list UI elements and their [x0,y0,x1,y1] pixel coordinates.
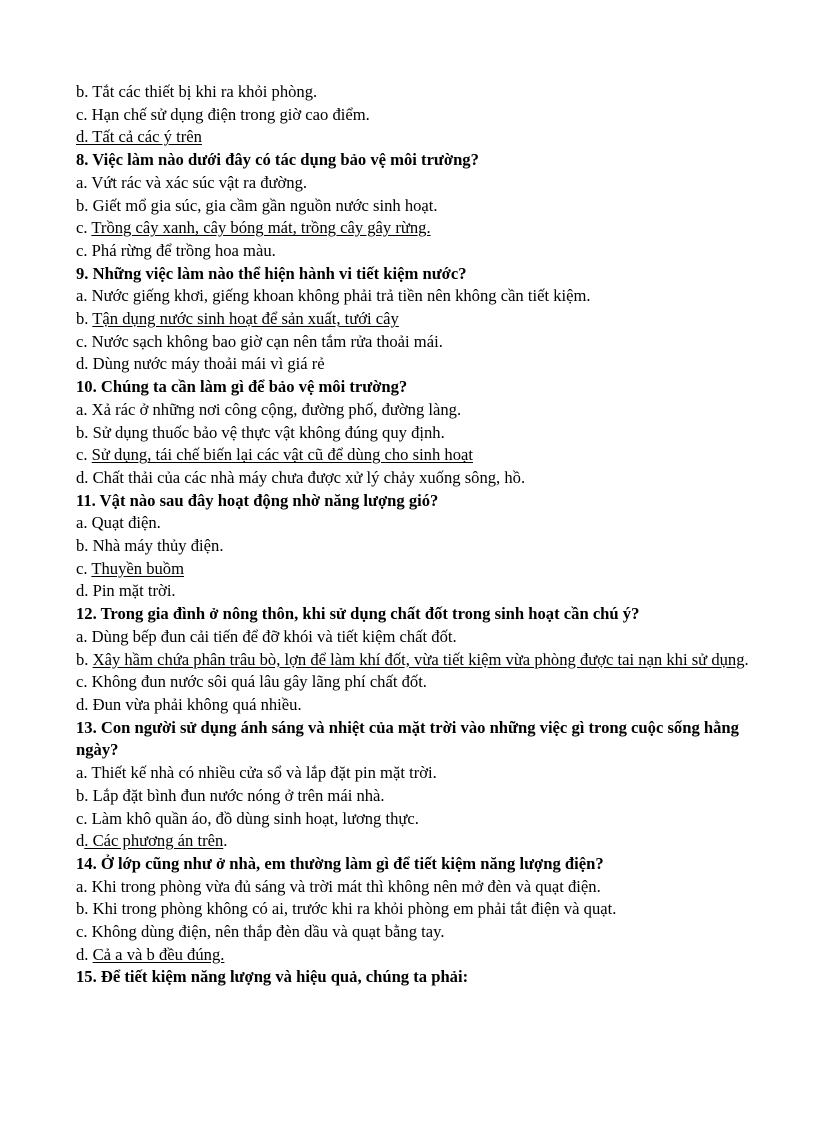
option-prefix: b. [76,309,93,329]
answer-text: Sử dụng, tái chế biến lại các vật cũ để dùng cho sinh hoạt [91,445,473,465]
option-prefix: c. [76,445,92,465]
option-line: b. Giết mổ gia súc, gia cầm gần nguồn nước sinh hoạt. [76,195,438,215]
answer-text: Cả a và b đều đúng. [92,944,225,964]
option-line: b. Nhà máy thủy điện. [76,536,224,556]
answer-option-line [76,308,756,331]
option-line: d. Pin mặt trời. [76,581,176,601]
option-prefix: c. [76,218,92,238]
question-9: 9. Những việc làm nào thể hiện hành vi tiết kiệm nước? [76,263,467,283]
option-line: c. Phá rừng để trồng hoa màu. [76,240,276,260]
option-line: d. Dùng nước máy thoải mái vì giá rẻ [76,354,325,374]
option-line: a. Vứt rác và xác súc vật ra đường. [76,172,308,192]
question-14: 14. Ở lớp cũng như ở nhà, em thường làm gì để tiết kiệm năng lượng điện? [76,853,604,873]
document-page [76,81,756,989]
option-line: c. Không dùng điện, nên thắp đèn dầu và quạt bằng tay. [76,922,445,942]
option-line: c. Nước sạch không bao giờ cạn nên tắm rửa thoải mái. [76,331,443,351]
answer-option-line [76,944,756,967]
option-line: c. Không đun nước sôi quá lâu gây lãng phí chất đốt. [76,672,427,692]
option-line: b. Sử dụng thuốc bảo vệ thực vật không đúng quy định. [76,422,445,442]
answer-option-line [76,830,756,853]
option-line: a. Quạt điện. [76,513,161,533]
question-12: 12. Trong gia đình ở nông thôn, khi sử dụng chất đốt trong sinh hoạt cần chú ý? [76,604,640,624]
answer-text: Trồng cây xanh, cây bóng mát, trồng cây gây rừng. [91,218,431,238]
option-line: a. Xả rác ở những nơi công cộng, đường phố, đường làng. [76,399,462,419]
option-line: a. Khi trong phòng vừa đủ sáng và trời mát thì không nên mở đèn và quạt điện. [76,876,601,896]
option-prefix: b. [76,649,93,669]
answer-text: . Các phương án trên [84,831,224,851]
option-line: b. Tắt các thiết bị khi ra khỏi phòng. [76,82,318,101]
question-11: 11. Vật nào sau đây hoạt động nhờ năng lượng gió? [76,490,439,510]
option-suffix: . [744,649,749,669]
option-line: a. Dùng bếp đun cải tiến để đỡ khói và tiết kiệm chất đốt. [76,626,457,646]
option-line: a. Thiết kế nhà có nhiều cửa sổ và lắp đặt pin mặt trời. [76,763,437,783]
answer-option-line [76,217,756,240]
option-line: d. Đun vừa phải không quá nhiều. [76,694,302,714]
answer-option-line [76,558,756,581]
option-line: b. Lắp đặt bình đun nước nóng ở trên mái nhà. [76,785,385,805]
answer-option-line [76,444,756,467]
question-8: 8. Việc làm nào dưới đây có tác dụng bảo vệ môi trường? [76,150,479,170]
option-prefix: d. [76,944,93,964]
answer-text: Xây hầm chứa phân trâu bò, lợn để làm khí đốt, vừa tiết kiệm vừa phòng được tai nạn khi sử dụng [92,649,745,669]
option-line: c. Hạn chế sử dụng điện trong giờ cao điểm. [76,104,370,124]
answer-text: Thuyền buồm [91,558,185,578]
answer-option-line [76,649,756,672]
option-suffix: . [223,831,228,851]
option-line: c. Làm khô quần áo, đồ dùng sinh hoạt, lương thực. [76,808,419,828]
question-10: 10. Chúng ta cần làm gì để bảo vệ môi trường? [76,377,408,397]
option-line: d. Chất thải của các nhà máy chưa được xử lý chảy xuống sông, hồ. [76,467,526,487]
answer-text: Tận dụng nước sinh hoạt để sản xuất, tưới cây [92,309,399,329]
option-line: b. Khi trong phòng không có ai, trước khi ra khỏi phòng em phải tắt điện và quạt. [76,899,617,919]
question-15: 15. Để tiết kiệm năng lượng và hiệu quả, chúng ta phải: [76,967,469,987]
option-prefix: d [76,831,85,851]
answer-option-line: d. Tất cả các ý trên [76,127,202,147]
option-prefix: c. [76,558,92,578]
question-13: 13. Con người sử dụng ánh sáng và nhiệt của mặt trời vào những việc gì trong cuộc sống hằng ngày? [76,717,739,760]
option-line: a. Nước giếng khơi, giếng khoan không phải trả tiền nên không cần tiết kiệm. [76,286,591,306]
